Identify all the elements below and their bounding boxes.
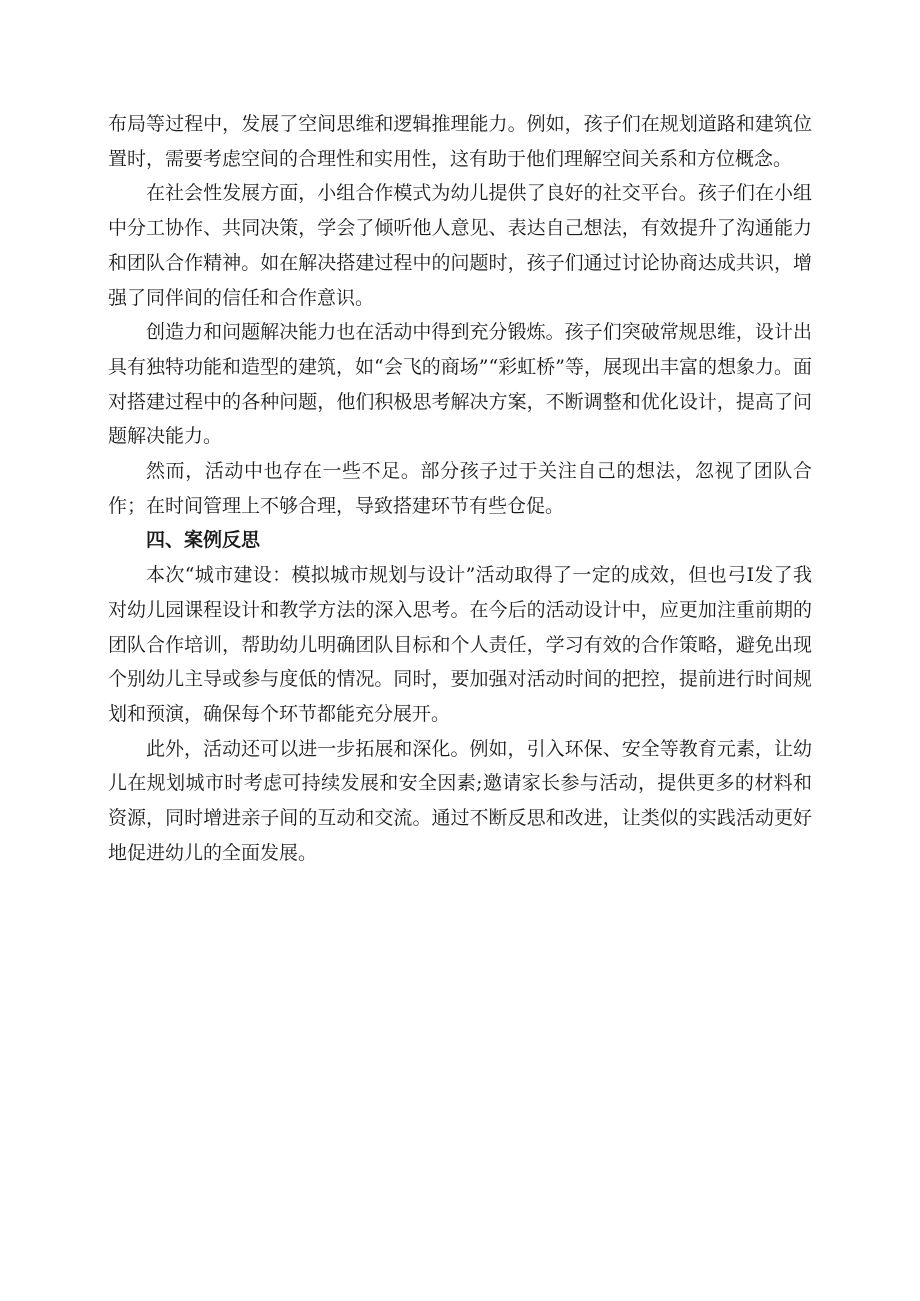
paragraph-social-development: 在社会性发展方面，小组合作模式为幼儿提供了良好的社交平台。孩子们在小组中分工协作、共同决策，学会了倾听他人意见、表达自己想法，有效提升了沟通能力和团队合作精神。如在解决搭建过程中的问题时，孩子们通过讨论协商达成共识，增强了同伴间的信任和合作意识。 xyxy=(108,182,812,309)
section-heading-case-reflection: 四、案例反思 xyxy=(146,529,261,552)
paragraph-reflection: 本次“城市建设：模拟城市规划与设计”活动取得了一定的成效，但也弓I发了我对幼儿园课程设计和教学方法的深入思考。在今后的活动设计中，应更加注重前期的团队合作培训，帮助幼儿明确团队目标和个人责任，学习有效的合作策略，避免出现个别幼儿主导或参与度低的情况。同时，要加强对活动时间的把控，提前进行时间规划和预演，确保每个环节都能充分展开。 xyxy=(108,564,812,725)
paragraph-shortcomings: 然而，活动中也存在一些不足。部分孩子过于关注自己的想法，忽视了团队合作；在时间管理上不够合理，导致搭建环节有些仓促。 xyxy=(108,460,812,517)
paragraph-extension: 此外，活动还可以进一步拓展和深化。例如，引入环保、安全等教育元素，让幼儿在规划城市时考虑可持续发展和安全因素;邀请家长参与活动，提供更多的材料和资源，同时增进亲子间的互动和交流。通过不断反思和改进，让类似的实践活动更好地促进幼儿的全面发展。 xyxy=(108,737,812,864)
document-page xyxy=(108,107,812,870)
paragraph-continued: 布局等过程中，发展了空间思维和逻辑推理能力。例如，孩子们在规划道路和建筑位置时，需要考虑空间的合理性和实用性，这有助于他们理解空间关系和方位概念。 xyxy=(108,113,812,170)
paragraph-creativity: 创造力和问题解决能力也在活动中得到充分锻炼。孩子们突破常规思维，设计出具有独特功能和造型的建筑，如“会飞的商场”“彩虹桥”等，展现出丰富的想象力。面对搭建过程中的各种问题，他们积极思考解决方案，不断调整和优化设计，提高了问题解决能力。 xyxy=(108,321,812,448)
